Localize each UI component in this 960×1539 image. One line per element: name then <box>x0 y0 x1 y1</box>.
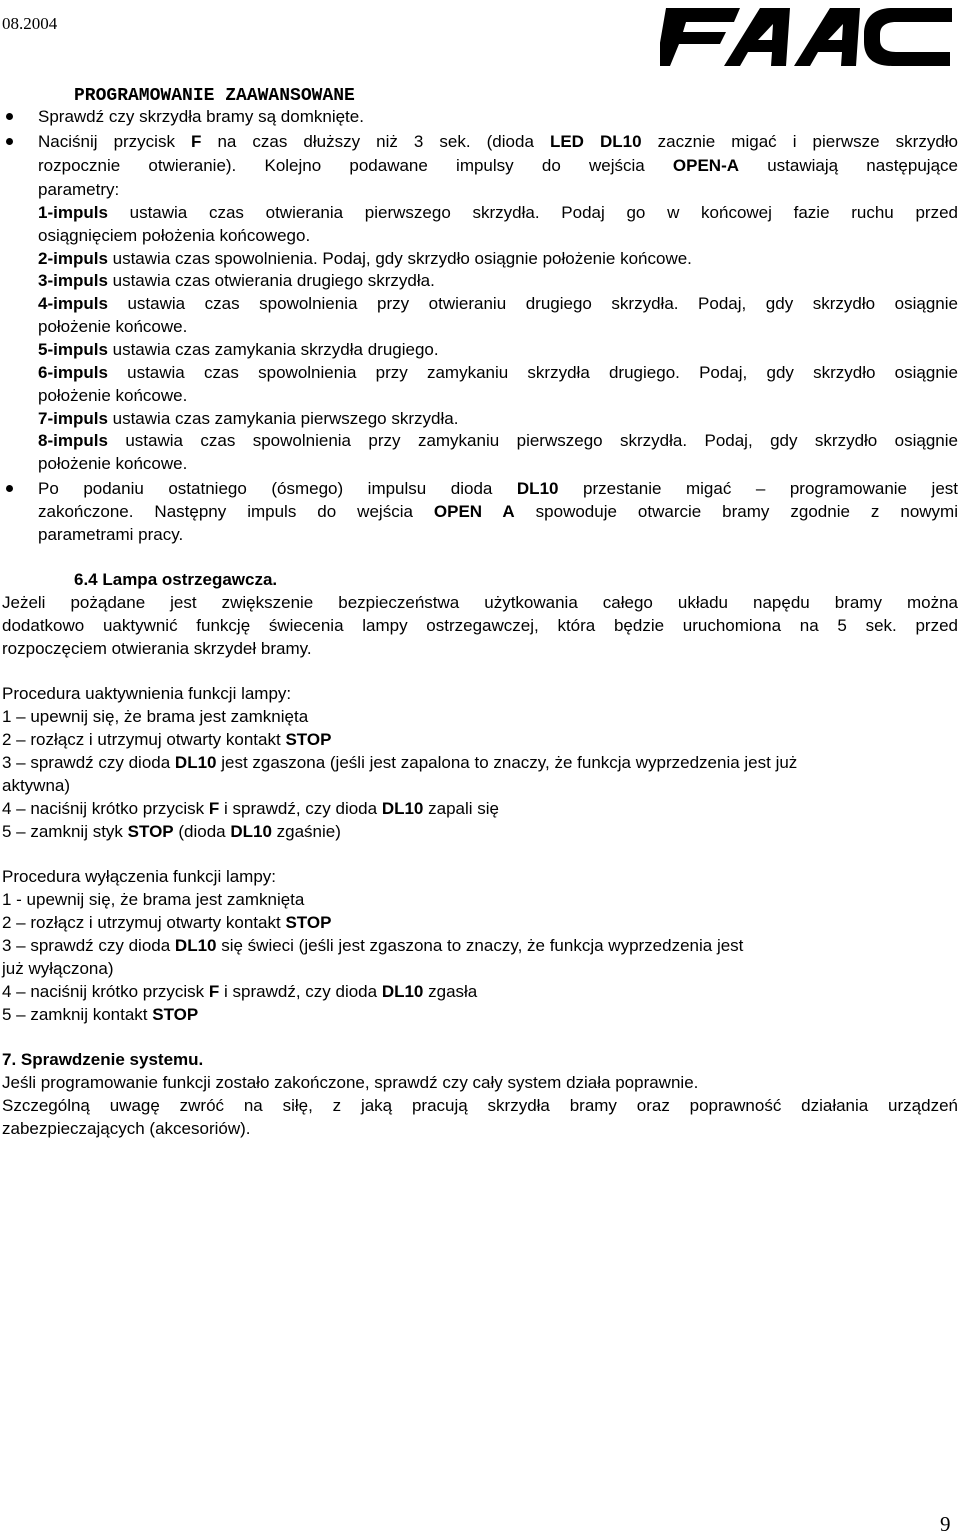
check-line-3: zabezpieczających (akcesoriów). <box>2 1119 251 1138</box>
procedure-disable-step-1: 1 - upewnij się, że brama jest zamknięta <box>2 890 305 909</box>
impulse-2: 2-impuls ustawia czas spowolnienia. Podaj, gdy skrzydło osiągnie położenie końcowe. <box>38 249 692 268</box>
bullet-icon <box>6 485 13 492</box>
procedure-enable-step-2: 2 – rozłącz i utrzymuj otwarty kontakt STOP <box>2 730 332 749</box>
procedure-enable-title: Procedura uaktywnienia funkcji lampy: <box>2 684 292 703</box>
section-title-lamp: 6.4 Lampa ostrzegawcza. <box>74 570 278 589</box>
bullet-finish-line3: parametrami pracy. <box>38 525 184 544</box>
impulse-6-line2: położenie końcowe. <box>38 386 188 405</box>
check-line-1: Jeśli programowanie funkcji zostało zakończone, sprawdź czy cały system działa poprawnie. <box>2 1073 699 1092</box>
check-line-2: Szczególną uwagę zwróć na siłę, z jaką pracują skrzydła bramy oraz poprawność działania urządzeń <box>2 1096 958 1115</box>
impulse-8-line1: 8-impuls ustawia czas spowolnienia przy zamykaniu pierwszego skrzydła. Podaj, gdy skrzydło osiągnie <box>38 431 958 450</box>
bullet-icon <box>6 113 13 120</box>
lamp-paragraph-line2: dodatkowo uaktywnić funkcję świecenia lampy ostrzegawczej, która będzie uruchomiona na 5 sek. przed <box>2 616 958 635</box>
impulse-4-line1: 4-impuls ustawia czas spowolnienia przy otwieraniu drugiego skrzydła. Podaj, gdy skrzydło osiągnie <box>38 294 958 313</box>
impulse-6-line1: 6-impuls ustawia czas spowolnienia przy zamykaniu skrzydła drugiego. Podaj, gdy skrzydło osiągnie <box>38 363 958 382</box>
procedure-enable-step-4: 4 – naciśnij krótko przycisk F i sprawdź, czy dioda DL10 zapali się <box>2 799 499 818</box>
impulse-7: 7-impuls ustawia czas zamykania pierwszego skrzydła. <box>38 409 459 428</box>
procedure-disable-step-3-cont: już wyłączona) <box>2 959 114 978</box>
procedure-enable-step-3: 3 – sprawdź czy dioda DL10 jest zgaszona (jeśli jest zapalona to znaczy, że funkcja wyprzedzenia jest już <box>2 753 798 772</box>
impulse-1-line1: 1-impuls ustawia czas otwierania pierwszego skrzydła. Podaj go w końcowej fazie ruchu przed <box>38 203 958 222</box>
bullet-check-closed: Sprawdź czy skrzydła bramy są domknięte. <box>38 107 364 126</box>
header-date: 08.2004 <box>2 14 58 33</box>
impulse-5: 5-impuls ustawia czas zamykania skrzydła drugiego. <box>38 340 439 359</box>
procedure-disable-step-4: 4 – naciśnij krótko przycisk F i sprawdź, czy dioda DL10 zgasła <box>2 982 478 1001</box>
bullet-press-f-line1: Naciśnij przycisk F na czas dłuższy niż 3 sek. (dioda LED DL10 zacznie migać i pierwsze skrzydło <box>38 132 959 151</box>
bullet-press-f-line3: parametry: <box>38 180 120 199</box>
impulse-8-line2: położenie końcowe. <box>38 454 188 473</box>
bullet-icon <box>6 138 13 145</box>
procedure-enable-step-5: 5 – zamknij styk STOP (dioda DL10 zgaśnie) <box>2 822 341 841</box>
procedure-enable-step-3-cont: aktywna) <box>2 776 71 795</box>
procedure-disable-title: Procedura wyłączenia funkcji lampy: <box>2 867 277 886</box>
impulse-1-line2: osiągnięciem położenia końcowego. <box>38 226 311 245</box>
section-title-advanced: PROGRAMOWANIE ZAAWANSOWANE <box>74 86 355 106</box>
bullet-finish-line2: zakończone. Następny impuls do wejścia OPEN A spowoduje otwarcie bramy zgodnie z nowymi <box>38 502 958 521</box>
procedure-disable-step-3: 3 – sprawdź czy dioda DL10 się świeci (jeśli jest zgaszona to znaczy, że funkcja wyprzedzenia jest <box>2 936 744 955</box>
impulse-4-line2: położenie końcowe. <box>38 317 188 336</box>
procedure-enable-step-1: 1 – upewnij się, że brama jest zamknięta <box>2 707 309 726</box>
procedure-disable-step-5: 5 – zamknij kontakt STOP <box>2 1005 199 1024</box>
faac-logo <box>660 2 956 72</box>
bullet-press-f-line2: rozpocznie otwieranie). Kolejno podawane impulsy do wejścia OPEN-A ustawiają następujące <box>38 156 958 175</box>
impulse-3: 3-impuls ustawia czas otwierania drugiego skrzydła. <box>38 271 435 290</box>
section-title-check: 7. Sprawdzenie systemu. <box>2 1050 204 1069</box>
page-number: 9 <box>940 1512 951 1536</box>
procedure-disable-step-2: 2 – rozłącz i utrzymuj otwarty kontakt STOP <box>2 913 332 932</box>
lamp-paragraph-line1: Jeżeli pożądane jest zwiększenie bezpieczeństwa użytkowania całego układu napędu bramy można <box>2 593 958 612</box>
bullet-finish-line1: Po podaniu ostatniego (ósmego) impulsu dioda DL10 przestanie migać – programowanie jest <box>38 479 958 498</box>
lamp-paragraph-line3: rozpoczęciem otwierania skrzydeł bramy. <box>2 639 312 658</box>
